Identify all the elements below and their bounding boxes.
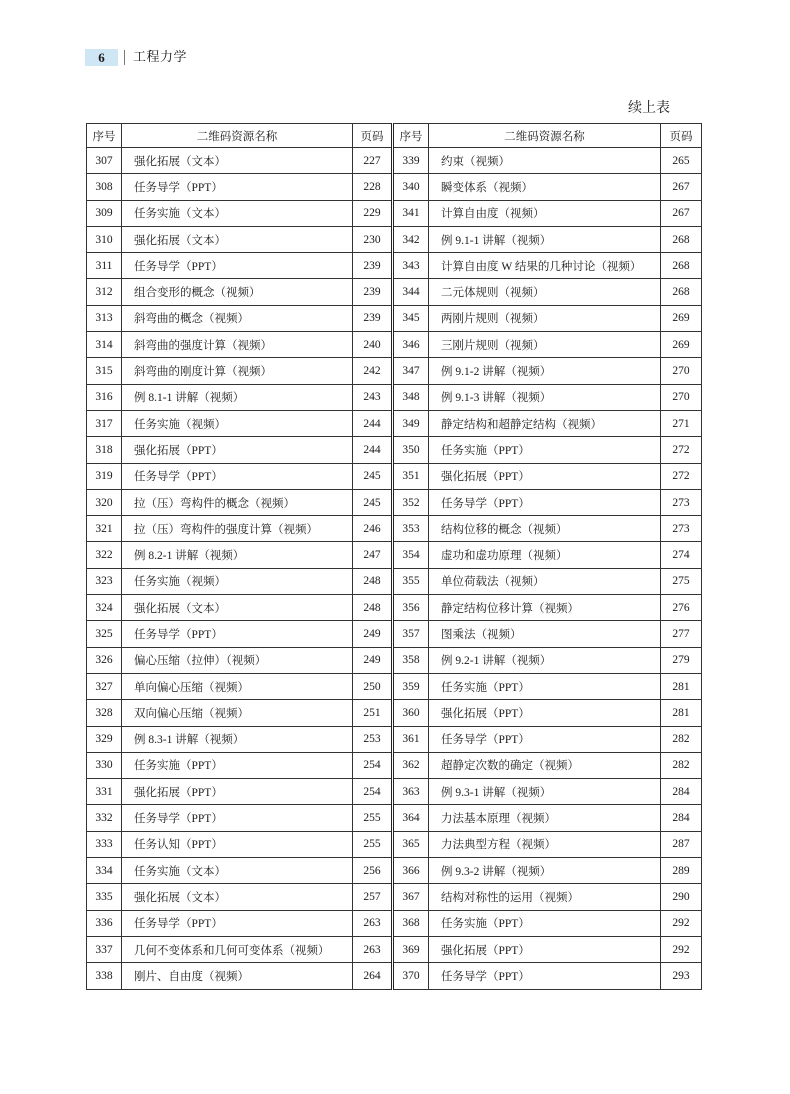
- resource-name: 组合变形的概念（视频）: [122, 279, 353, 305]
- page-number: 239: [353, 253, 393, 279]
- page-number: 263: [353, 910, 393, 936]
- page-number: 243: [353, 384, 393, 410]
- resource-name: 拉（压）弯构件的强度计算（视频）: [122, 516, 353, 542]
- table-row: [87, 963, 702, 989]
- resource-name: 斜弯曲的强度计算（视频）: [122, 332, 353, 358]
- page-number: 272: [661, 463, 702, 489]
- seq-number: 347: [393, 358, 429, 384]
- seq-number: 365: [393, 831, 429, 857]
- page-number: 281: [661, 700, 702, 726]
- resource-name: 例 8.1-1 讲解（视频）: [122, 384, 353, 410]
- resource-name: 虚功和虚功原理（视频）: [429, 542, 661, 568]
- page-number: 272: [661, 437, 702, 463]
- seq-number: 363: [393, 779, 429, 805]
- page-number: 292: [661, 910, 702, 936]
- resource-name: 例 9.3-2 讲解（视频）: [429, 858, 661, 884]
- seq-number: 308: [87, 174, 122, 200]
- seq-number: 309: [87, 200, 122, 226]
- seq-number: 312: [87, 279, 122, 305]
- resource-name: 任务实施（PPT）: [429, 673, 661, 699]
- page-number: 293: [661, 963, 702, 989]
- page-number: 229: [353, 200, 393, 226]
- seq-number: 335: [87, 884, 122, 910]
- page-number: 255: [353, 831, 393, 857]
- seq-number: 358: [393, 647, 429, 673]
- seq-number: 366: [393, 858, 429, 884]
- table-row: [87, 752, 702, 778]
- resource-name: 任务导学（PPT）: [429, 963, 661, 989]
- page-number: 273: [661, 489, 702, 515]
- resource-name: 任务导学（PPT）: [122, 910, 353, 936]
- resource-name: 单向偏心压缩（视频）: [122, 673, 353, 699]
- page-number: 284: [661, 779, 702, 805]
- seq-number: 336: [87, 910, 122, 936]
- table-row: [87, 253, 702, 279]
- seq-number: 323: [87, 568, 122, 594]
- seq-number: 364: [393, 805, 429, 831]
- seq-number: 355: [393, 568, 429, 594]
- resource-name: 结构对称性的运用（视频）: [429, 884, 661, 910]
- seq-number: 342: [393, 226, 429, 252]
- page-number: 249: [353, 647, 393, 673]
- resource-name: 静定结构位移计算（视频）: [429, 595, 661, 621]
- table-row: [87, 884, 702, 910]
- seq-number: 361: [393, 726, 429, 752]
- resource-name: 任务认知（PPT）: [122, 831, 353, 857]
- column-header-resource-name: 二维码资源名称: [429, 124, 661, 148]
- page-number: 267: [661, 200, 702, 226]
- seq-number: 322: [87, 542, 122, 568]
- page-number: 257: [353, 884, 393, 910]
- resource-name: 三刚片规则（视频）: [429, 332, 661, 358]
- page-number: 247: [353, 542, 393, 568]
- seq-number: 314: [87, 332, 122, 358]
- seq-number: 352: [393, 489, 429, 515]
- resource-name: 力法典型方程（视频）: [429, 831, 661, 857]
- seq-number: 328: [87, 700, 122, 726]
- seq-number: 337: [87, 936, 122, 962]
- page-number: 270: [661, 358, 702, 384]
- resource-name: 任务实施（视频）: [122, 568, 353, 594]
- page-number: 251: [353, 700, 393, 726]
- table-row: [87, 805, 702, 831]
- resource-name: 二元体规则（视频）: [429, 279, 661, 305]
- seq-number: 326: [87, 647, 122, 673]
- resource-name: 强化拓展（文本）: [122, 148, 353, 174]
- page-number: 254: [353, 779, 393, 805]
- table-row: [87, 358, 702, 384]
- qr-resource-table: [86, 123, 702, 990]
- header-separator: [124, 50, 125, 65]
- page-number: 274: [661, 542, 702, 568]
- page-number: 279: [661, 647, 702, 673]
- seq-number: 346: [393, 332, 429, 358]
- seq-number: 367: [393, 884, 429, 910]
- resource-name: 强化拓展（PPT）: [429, 463, 661, 489]
- page-number: 250: [353, 673, 393, 699]
- table-row: [87, 858, 702, 884]
- seq-number: 331: [87, 779, 122, 805]
- resource-name: 强化拓展（文本）: [122, 226, 353, 252]
- page-number: 245: [353, 463, 393, 489]
- table-header: [87, 124, 702, 148]
- resource-name: 例 8.3-1 讲解（视频）: [122, 726, 353, 752]
- seq-number: 329: [87, 726, 122, 752]
- table-row: [87, 673, 702, 699]
- resource-name: 拉（压）弯构件的概念（视频）: [122, 489, 353, 515]
- table-row: [87, 226, 702, 252]
- seq-number: 350: [393, 437, 429, 463]
- seq-number: 334: [87, 858, 122, 884]
- seq-number: 332: [87, 805, 122, 831]
- page-number: 227: [353, 148, 393, 174]
- page-number: 271: [661, 410, 702, 436]
- resource-name: 强化拓展（文本）: [122, 595, 353, 621]
- resource-name: 任务导学（PPT）: [122, 805, 353, 831]
- seq-number: 325: [87, 621, 122, 647]
- page-number: 265: [661, 148, 702, 174]
- table-row: [87, 279, 702, 305]
- resource-name: 任务导学（PPT）: [429, 489, 661, 515]
- table-row: [87, 410, 702, 436]
- resource-name: 任务实施（PPT）: [429, 910, 661, 936]
- resource-name: 计算自由度（视频）: [429, 200, 661, 226]
- page-number: 256: [353, 858, 393, 884]
- table-row: [87, 700, 702, 726]
- seq-number: 344: [393, 279, 429, 305]
- seq-number: 317: [87, 410, 122, 436]
- page-number: 281: [661, 673, 702, 699]
- resource-name: 强化拓展（PPT）: [429, 936, 661, 962]
- resource-name: 约束（视频）: [429, 148, 661, 174]
- table-row: [87, 489, 702, 515]
- page-number: 289: [661, 858, 702, 884]
- resource-name: 静定结构和超静定结构（视频）: [429, 410, 661, 436]
- seq-number: 349: [393, 410, 429, 436]
- table-row: [87, 437, 702, 463]
- table-row: [87, 384, 702, 410]
- resource-name: 偏心压缩（拉伸）（视频）: [122, 647, 353, 673]
- seq-number: 333: [87, 831, 122, 857]
- page-number: 248: [353, 568, 393, 594]
- seq-number: 318: [87, 437, 122, 463]
- seq-number: 362: [393, 752, 429, 778]
- table-row: [87, 910, 702, 936]
- resource-name: 瞬变体系（视频）: [429, 174, 661, 200]
- seq-number: 311: [87, 253, 122, 279]
- resource-name: 超静定次数的确定（视频）: [429, 752, 661, 778]
- seq-number: 345: [393, 305, 429, 331]
- seq-number: 353: [393, 516, 429, 542]
- resource-name: 斜弯曲的概念（视频）: [122, 305, 353, 331]
- resource-name: 例 8.2-1 讲解（视频）: [122, 542, 353, 568]
- resource-name: 任务实施（视频）: [122, 410, 353, 436]
- page-number: 230: [353, 226, 393, 252]
- table-continuation-note: 续上表: [628, 100, 670, 116]
- table-row: [87, 621, 702, 647]
- seq-number: 369: [393, 936, 429, 962]
- seq-number: 354: [393, 542, 429, 568]
- seq-number: 339: [393, 148, 429, 174]
- resource-name: 结构位移的概念（视频）: [429, 516, 661, 542]
- page-number: 290: [661, 884, 702, 910]
- page-number: 248: [353, 595, 393, 621]
- resource-name: 例 9.1-3 讲解（视频）: [429, 384, 661, 410]
- page-number: 268: [661, 279, 702, 305]
- seq-number: 327: [87, 673, 122, 699]
- resource-name: 斜弯曲的刚度计算（视频）: [122, 358, 353, 384]
- resource-name: 强化拓展（PPT）: [122, 779, 353, 805]
- page-number: 246: [353, 516, 393, 542]
- column-header-page: 页码: [661, 124, 702, 148]
- table-row: [87, 726, 702, 752]
- page-number: 269: [661, 332, 702, 358]
- seq-number: 330: [87, 752, 122, 778]
- resource-name: 两刚片规则（视频）: [429, 305, 661, 331]
- seq-number: 359: [393, 673, 429, 699]
- resource-name: 任务实施（文本）: [122, 200, 353, 226]
- resource-name: 强化拓展（文本）: [122, 884, 353, 910]
- page-number: 245: [353, 489, 393, 515]
- seq-number: 357: [393, 621, 429, 647]
- page-number: 276: [661, 595, 702, 621]
- seq-number: 320: [87, 489, 122, 515]
- page-number: 244: [353, 437, 393, 463]
- page-number: 282: [661, 726, 702, 752]
- table-row: [87, 831, 702, 857]
- page-number: 273: [661, 516, 702, 542]
- seq-number: 324: [87, 595, 122, 621]
- page-number: 254: [353, 752, 393, 778]
- seq-number: 368: [393, 910, 429, 936]
- page-number: 242: [353, 358, 393, 384]
- table-body: [87, 148, 702, 990]
- resource-name: 单位荷载法（视频）: [429, 568, 661, 594]
- resource-name: 任务导学（PPT）: [429, 726, 661, 752]
- resource-name: 例 9.1-1 讲解（视频）: [429, 226, 661, 252]
- resource-name: 几何不变体系和几何可变体系（视频）: [122, 936, 353, 962]
- resource-name: 任务实施（PPT）: [122, 752, 353, 778]
- table-row: [87, 936, 702, 962]
- resource-name: 刚片、自由度（视频）: [122, 963, 353, 989]
- seq-number: 338: [87, 963, 122, 989]
- page-number: 240: [353, 332, 393, 358]
- table-row: [87, 516, 702, 542]
- table-row: [87, 595, 702, 621]
- table-row: [87, 463, 702, 489]
- resource-name: 强化拓展（PPT）: [429, 700, 661, 726]
- seq-number: 348: [393, 384, 429, 410]
- table-row: [87, 332, 702, 358]
- table-row: [87, 305, 702, 331]
- seq-number: 370: [393, 963, 429, 989]
- page-number: 268: [661, 226, 702, 252]
- seq-number: 315: [87, 358, 122, 384]
- table-row: [87, 542, 702, 568]
- header-row: [87, 124, 702, 148]
- resource-name: 力法基本原理（视频）: [429, 805, 661, 831]
- column-header-seq: 序号: [87, 124, 122, 148]
- page-number: 275: [661, 568, 702, 594]
- page-number: 239: [353, 279, 393, 305]
- seq-number: 343: [393, 253, 429, 279]
- table-row: [87, 174, 702, 200]
- resource-name: 强化拓展（PPT）: [122, 437, 353, 463]
- seq-number: 341: [393, 200, 429, 226]
- resource-name: 任务实施（文本）: [122, 858, 353, 884]
- resource-name: 任务导学（PPT）: [122, 621, 353, 647]
- seq-number: 356: [393, 595, 429, 621]
- page-number: 239: [353, 305, 393, 331]
- page-number: 244: [353, 410, 393, 436]
- seq-number: 313: [87, 305, 122, 331]
- page-number: 255: [353, 805, 393, 831]
- resource-name: 图乘法（视频）: [429, 621, 661, 647]
- resource-name: 任务实施（PPT）: [429, 437, 661, 463]
- page-number: 253: [353, 726, 393, 752]
- resource-name: 例 9.1-2 讲解（视频）: [429, 358, 661, 384]
- table-row: [87, 200, 702, 226]
- page-number: 263: [353, 936, 393, 962]
- column-header-page: 页码: [353, 124, 393, 148]
- page-number: 284: [661, 805, 702, 831]
- column-header-resource-name: 二维码资源名称: [122, 124, 353, 148]
- seq-number: 321: [87, 516, 122, 542]
- seq-number: 351: [393, 463, 429, 489]
- resource-name: 任务导学（PPT）: [122, 253, 353, 279]
- page-number: 282: [661, 752, 702, 778]
- page-number: 268: [661, 253, 702, 279]
- page-number: 249: [353, 621, 393, 647]
- page-number-badge: 6: [85, 49, 118, 66]
- page-number: 264: [353, 963, 393, 989]
- table-row: [87, 779, 702, 805]
- seq-number: 360: [393, 700, 429, 726]
- book-title: 工程力学: [133, 50, 188, 65]
- page-number: 267: [661, 174, 702, 200]
- resource-name: 计算自由度 W 结果的几种讨论（视频）: [429, 253, 661, 279]
- page-number: 228: [353, 174, 393, 200]
- resource-name: 例 9.3-1 讲解（视频）: [429, 779, 661, 805]
- page-number: 269: [661, 305, 702, 331]
- resource-name: 任务导学（PPT）: [122, 174, 353, 200]
- table-row: [87, 647, 702, 673]
- seq-number: 316: [87, 384, 122, 410]
- table-row: [87, 568, 702, 594]
- seq-number: 319: [87, 463, 122, 489]
- resource-name: 任务导学（PPT）: [122, 463, 353, 489]
- column-header-seq: 序号: [393, 124, 429, 148]
- page-number: 270: [661, 384, 702, 410]
- seq-number: 340: [393, 174, 429, 200]
- seq-number: 307: [87, 148, 122, 174]
- page-number: 292: [661, 936, 702, 962]
- seq-number: 310: [87, 226, 122, 252]
- table-row: [87, 148, 702, 174]
- resource-name: 例 9.2-1 讲解（视频）: [429, 647, 661, 673]
- resource-name: 双向偏心压缩（视频）: [122, 700, 353, 726]
- page-number: 287: [661, 831, 702, 857]
- page-number: 277: [661, 621, 702, 647]
